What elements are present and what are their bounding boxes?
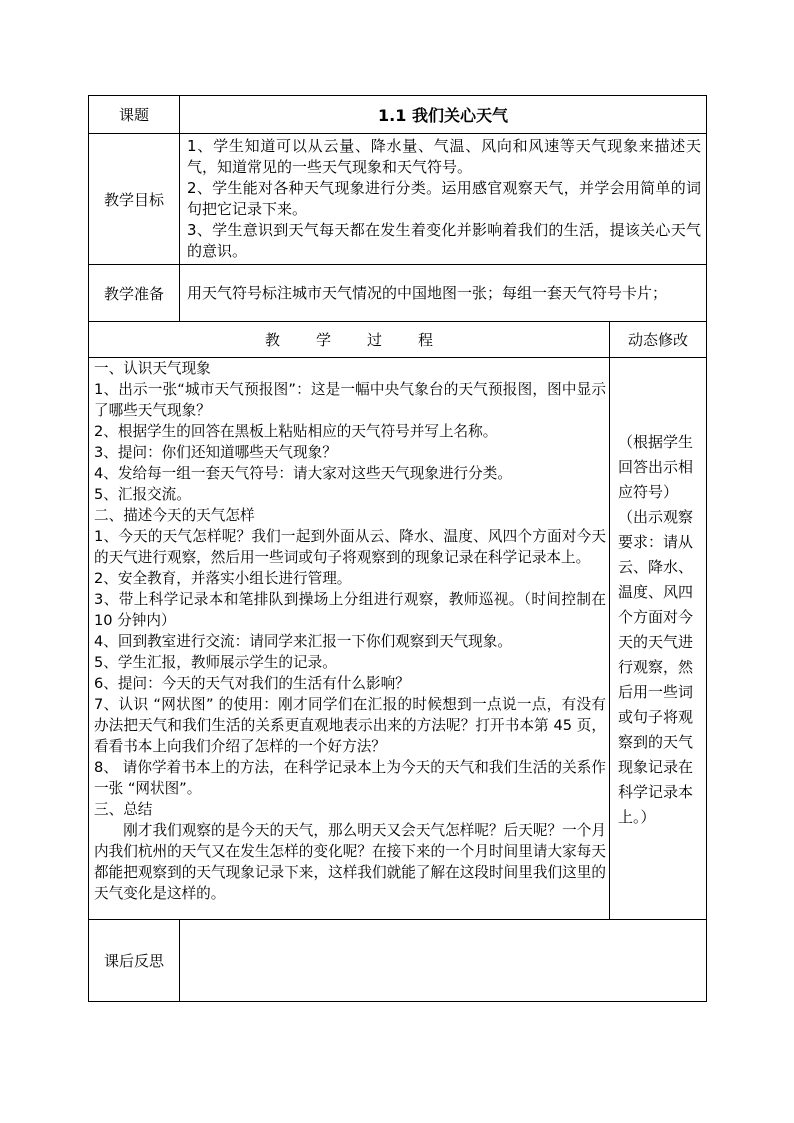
process-step: 5、学生汇报，教师展示学生的记录。 [94,654,337,671]
process-step: 4、发给每一组一套天气符号：请大家对这些天气现象进行分类。 [94,465,512,482]
goal-item: 3、学生意识到天气每天都在发生着变化并影响着我们的生活，提该关心天气的意识。 [187,221,702,260]
goal-item: 2、学生能对各种天气现象进行分类。运用感官观察天气，并学会用简单的词句把它记录下来。 [187,179,702,218]
prep-row [89,265,707,322]
process-step: 5、汇报交流。 [94,486,191,503]
dynamic-notes [610,358,707,920]
process-step: 2、根据学生的回答在黑板上粘贴相应的天气符号并写上名称。 [94,423,498,440]
process-step: 1、今天的天气怎样呢？我们一起到外面从云、降水、温度、风四个方面对今天的天气进行观察，然后用一些词或句子将观察到的现象记录在科学记录本上。 [94,528,606,566]
topic-row [89,96,707,134]
process-summary: 刚才我们观察的是今天的天气，那么明天又会天气怎样呢？后天呢？一个月内我们杭州的天气又在发生怎样的变化呢？在接下来的一个月时间里请大家每天都能把观察到的天气现象记录下来，这样我们就能了解在这段时间里我们这里的天气变化是这样的。 [94,822,606,902]
process-header-row [89,322,707,358]
lesson-title: 1.1 我们关心天气 [180,96,707,134]
process-step: 7、认识 “网状图” 的使用：刚才同学们在汇报的时候想到一点说一点，有没有办法把天气和我们生活的关系更直观地表示出来的方法呢？打开书本第 45 页，看看书本上向我们介绍了怎样的一个好方法？ [94,696,606,755]
reflection-label: 课后反思 [89,920,180,1002]
dynamic-label: 动态修改 [610,322,707,358]
process-step: 4、回到教室进行交流：请同学来汇报一下你们观察到天气现象。 [94,633,512,650]
process-header [89,322,610,358]
goals-label: 教学目标 [89,134,180,265]
process-section-heading: 二、描述今天的天气怎样 [94,507,255,524]
goals-row [89,134,707,265]
goal-item: 1、学生知道可以从云量、降水量、气温、风向和风速等天气现象来描述天气，知道常见的一些天气现象和天气符号。 [187,137,702,176]
process-step: 6、提问：今天的天气对我们的生活有什么影响？ [94,675,410,692]
note-item: （出示观察要求：请从云、降水、温度、风四个方面对今天的天气进行观察，然后用一些词或句子将观察到的天气现象记录在科学记录本上。） [618,508,694,826]
note-item: （根据学生回答出示相应符号） [618,433,694,501]
process-step: 8、 请你学着书本上的方法，在科学记录本上为今天的天气和我们生活的关系作一张 “网状图”。 [94,759,606,797]
process-step: 3、带上科学记录本和笔排队到操场上分组进行观察，教师巡视。（时间控制在 10 分钟内） [94,591,606,629]
process-section-heading: 一、认识天气现象 [94,360,211,377]
process-section-heading: 三、总结 [94,801,153,818]
process-step: 2、安全教育，并落实小组长进行管理。 [94,570,352,587]
process-header-char: 程 [418,331,434,349]
lesson-plan-table [88,95,707,1002]
process-row [89,358,707,920]
process-header-char: 过 [367,331,383,349]
process-header-char: 教 [264,331,280,349]
prep-label: 教学准备 [89,265,180,322]
goals-content [180,134,707,265]
reflection-content [180,920,707,1002]
prep-content: 用天气符号标注城市天气情况的中国地图一张；每组一套天气符号卡片； [180,265,707,322]
process-header-char: 学 [315,331,331,349]
process-step: 3、提问：你们还知道哪些天气现象？ [94,444,337,461]
topic-label: 课题 [89,96,180,134]
process-step: 1、出示一张“城市天气预报图”：这是一幅中央气象台的天气预报图，图中显示了哪些天气现象？ [94,381,606,419]
reflection-row [89,920,707,1002]
process-content [89,358,610,920]
